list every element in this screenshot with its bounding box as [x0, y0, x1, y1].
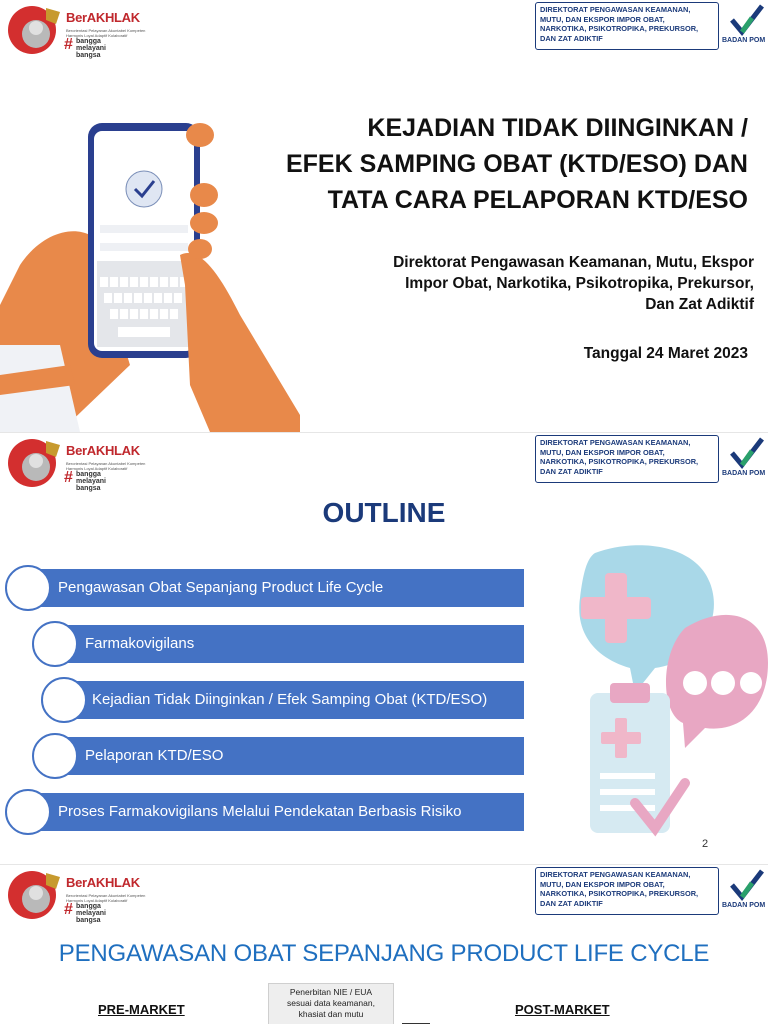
- hash-mark: #: [64, 36, 73, 53]
- bangga-melayani-bangsa: bangga melayani bangsa: [76, 471, 106, 492]
- directorate-header-box: DIREKTORAT PENGAWASAN KEAMANAN, MUTU, DAN EKSPOR IMPOR OBAT, NARKOTIKA, PSIKOTROPIKA, PREKURSOR, DAN ZAT ADIKTIF: [535, 2, 719, 50]
- bpom-logo: BADAN POM: [722, 2, 768, 50]
- berakhlak-wordmark: BerAKHLAK: [66, 10, 140, 25]
- berakhlak-tagline: Berorientasi Pelayanan Akuntabel Kompeten Harmonis Loyal Adaptif Kolaboratif: [66, 461, 146, 471]
- bpom-logo: BADAN POM: [722, 867, 768, 915]
- post-market-label: POST-MARKET: [515, 1002, 610, 1017]
- nie-issuance-box: Penerbitan NIE / EUA sesuai data keamanan, khasiat dan mutu: [268, 983, 394, 1024]
- bpom-check-icon: [722, 435, 768, 469]
- berakhlak-wordmark: BerAKHLAK: [66, 443, 140, 458]
- outline-item: Kejadian Tidak Diinginkan / Efek Samping Obat (KTD/ESO): [64, 681, 524, 719]
- outline-heading: OUTLINE: [322, 497, 446, 528]
- outline-bullet-circle: [32, 733, 78, 779]
- hash-mark: #: [64, 901, 73, 918]
- outline-item: Pelaporan KTD/ESO: [55, 737, 524, 775]
- bangga-melayani-badge-icon: [6, 2, 62, 58]
- outline-bullet-circle: [5, 789, 51, 835]
- bpom-logo: BADAN POM: [722, 435, 768, 483]
- berakhlak-tagline: Berorientasi Pelayanan Akuntabel Kompeten Harmonis Loyal Adaptif Kolaboratif: [66, 28, 146, 38]
- outline-item: Farmakovigilans: [55, 625, 524, 663]
- outline-bullet-circle: [5, 565, 51, 611]
- outline-item: Proses Farmakovigilans Melalui Pendekatan Berbasis Risiko: [28, 793, 524, 831]
- berakhlak-logo: [6, 867, 146, 925]
- pre-market-label: PRE-MARKET: [98, 1002, 185, 1017]
- bpom-check-icon: [722, 2, 768, 36]
- bangga-melayani-badge-icon: [6, 435, 62, 491]
- slide-product-life-cycle: [0, 864, 768, 1024]
- berakhlak-logo: [6, 435, 146, 493]
- presentation-date: Tanggal 24 Maret 2023: [583, 345, 748, 362]
- directorate-header-box: DIREKTORAT PENGAWASAN KEAMANAN, MUTU, DAN EKSPOR IMPOR OBAT, NARKOTIKA, PSIKOTROPIKA, PREKURSOR, DAN ZAT ADIKTIF: [535, 867, 719, 915]
- bangga-melayani-bangsa: bangga melayani bangsa: [76, 38, 106, 59]
- outline-bullet-circle: [41, 677, 87, 723]
- medical-chat-illustration: [575, 543, 768, 843]
- outline-item: Pengawasan Obat Sepanjang Product Life Cycle: [28, 569, 524, 607]
- berakhlak-tagline: Berorientasi Pelayanan Akuntabel Kompeten Harmonis Loyal Adaptif Kolaboratif: [66, 893, 146, 903]
- page-number: 2: [702, 838, 709, 850]
- berakhlak-logo: [6, 2, 146, 60]
- directorate-header-box: DIREKTORAT PENGAWASAN KEAMANAN, MUTU, DAN EKSPOR IMPOR OBAT, NARKOTIKA, PSIKOTROPIKA, PREKURSOR, DAN ZAT ADIKTIF: [535, 435, 719, 483]
- berakhlak-wordmark: BerAKHLAK: [66, 875, 140, 890]
- slide-outline: [0, 432, 768, 864]
- slide-title-heading: KEJADIAN TIDAK DIINGINKAN / EFEK SAMPING OBAT (KTD/ESO) DAN TATA CARA PELAPORAN KTD/ESO: [285, 114, 748, 214]
- slide-title: [0, 0, 768, 432]
- slide-heading: PENGAWASAN OBAT SEPANJANG PRODUCT LIFE CYCLE: [58, 940, 710, 967]
- bpom-check-icon: [722, 867, 768, 901]
- bangga-melayani-badge-icon: [6, 867, 62, 923]
- directorate-subtitle: Direktorat Pengawasan Keamanan, Mutu, Ekspor Impor Obat, Narkotika, Psikotropika, Prekursor, Dan Zat Adiktif: [393, 254, 754, 313]
- outline-bullet-circle: [32, 621, 78, 667]
- bangga-melayani-bangsa: bangga melayani bangsa: [76, 903, 106, 924]
- hash-mark: #: [64, 469, 73, 486]
